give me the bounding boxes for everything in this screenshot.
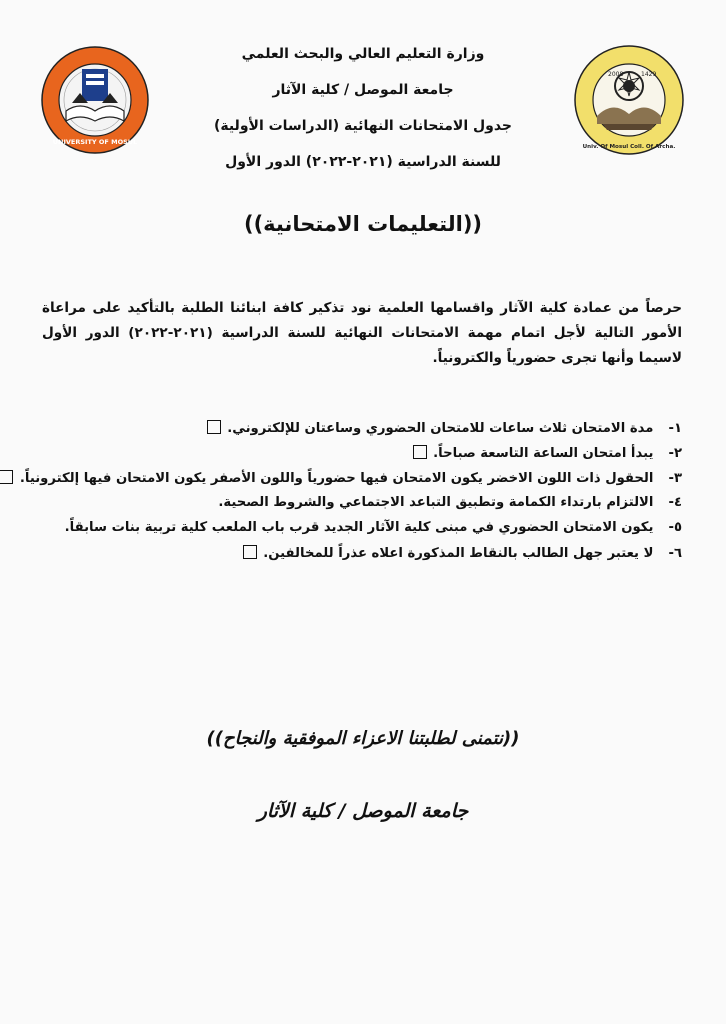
- instruction-item-3: [19, 470, 682, 486]
- closing-wish: ((نتمنى لطلبتنا الاعزاء الموفقية والنجاح)): [206, 728, 520, 749]
- item-text: يكون الامتحان الحضوري في مبنى كلية الآثار الجديد قرب باب الملعب كلية تربية بنات سابقاً.: [64, 520, 654, 535]
- instruction-item-5: [22, 520, 682, 535]
- item-number: ٦-: [668, 546, 682, 561]
- svg-text:Univ. Of Mosul Coll. Of Archa.: Univ. Of Mosul Coll. Of Archa.: [582, 144, 676, 150]
- checkbox-icon: [0, 470, 13, 484]
- checkbox-icon: [413, 445, 427, 459]
- academic-year-round: للسنة الدراسية (٢٠٢١-٢٠٢٢) الدور الأول: [225, 154, 501, 170]
- item-number: ٥-: [668, 520, 682, 535]
- item-text: لا يعتبر جهل الطالب بالنقاط المذكورة اعلاه عذراً للمخالفين.: [263, 546, 654, 561]
- item-text: مدة الامتحان ثلاث ساعات للامتحان الحضوري وساعتان للإلكتروني.: [227, 421, 654, 436]
- item-text: يبدأ امتحان الساعة التاسعة صباحاً.: [433, 446, 654, 461]
- ministry-name: وزارة التعليم العالي والبحث العلمي: [241, 46, 485, 62]
- item-number: ٣-: [668, 471, 682, 486]
- item-text: الالتزام بارتداء الكمامة وتطبيق التباعد الاجتماعي والشروط الصحية.: [218, 495, 654, 510]
- signature: جامعة الموصل / كلية الآثار: [257, 800, 469, 822]
- intro-paragraph: حرصاً من عمادة كلية الآثار واقسامها العلمية نود تذكير كافة ابنائنا الطلبة بالتأكيد على مراعاة الأمور التالية لأجل اتمام مهمة الامتحانات النهائية للسنة الدراسية (٢٠٢١-٢٠٢٢) الدور الأول لاسيما وأنها تجرى حضورياً والكترونياً.: [42, 300, 682, 366]
- instruction-item-6: [22, 545, 682, 561]
- page-title: ((التعليمات الامتحانية)): [243, 212, 483, 236]
- item-number: ٢-: [668, 446, 682, 461]
- item-number: ٤-: [668, 495, 682, 510]
- item-text: الحقول ذات اللون الاخضر يكون الامتحان فيها حضورياً واللون الأصفر يكون الامتحان فيها إلكترونياً.: [19, 471, 654, 486]
- checkbox-icon: [207, 420, 221, 434]
- university-college-name: جامعة الموصل / كلية الآثار: [272, 82, 454, 98]
- instruction-item-4: [22, 495, 682, 510]
- instruction-item-1: [22, 420, 682, 436]
- item-number: ١-: [668, 421, 682, 436]
- svg-text:2008: 2008: [608, 71, 624, 78]
- university-of-mosul-logo: [40, 45, 150, 155]
- instruction-item-2: [22, 445, 682, 461]
- college-of-archaeology-logo: [573, 44, 685, 156]
- svg-text:UNIVERSITY OF MOSUL: UNIVERSITY OF MOSUL: [52, 138, 138, 146]
- checkbox-icon: [243, 545, 257, 559]
- schedule-title: جدول الامتحانات النهائية (الدراسات الأولية): [213, 118, 513, 134]
- svg-text:1429: 1429: [641, 71, 657, 78]
